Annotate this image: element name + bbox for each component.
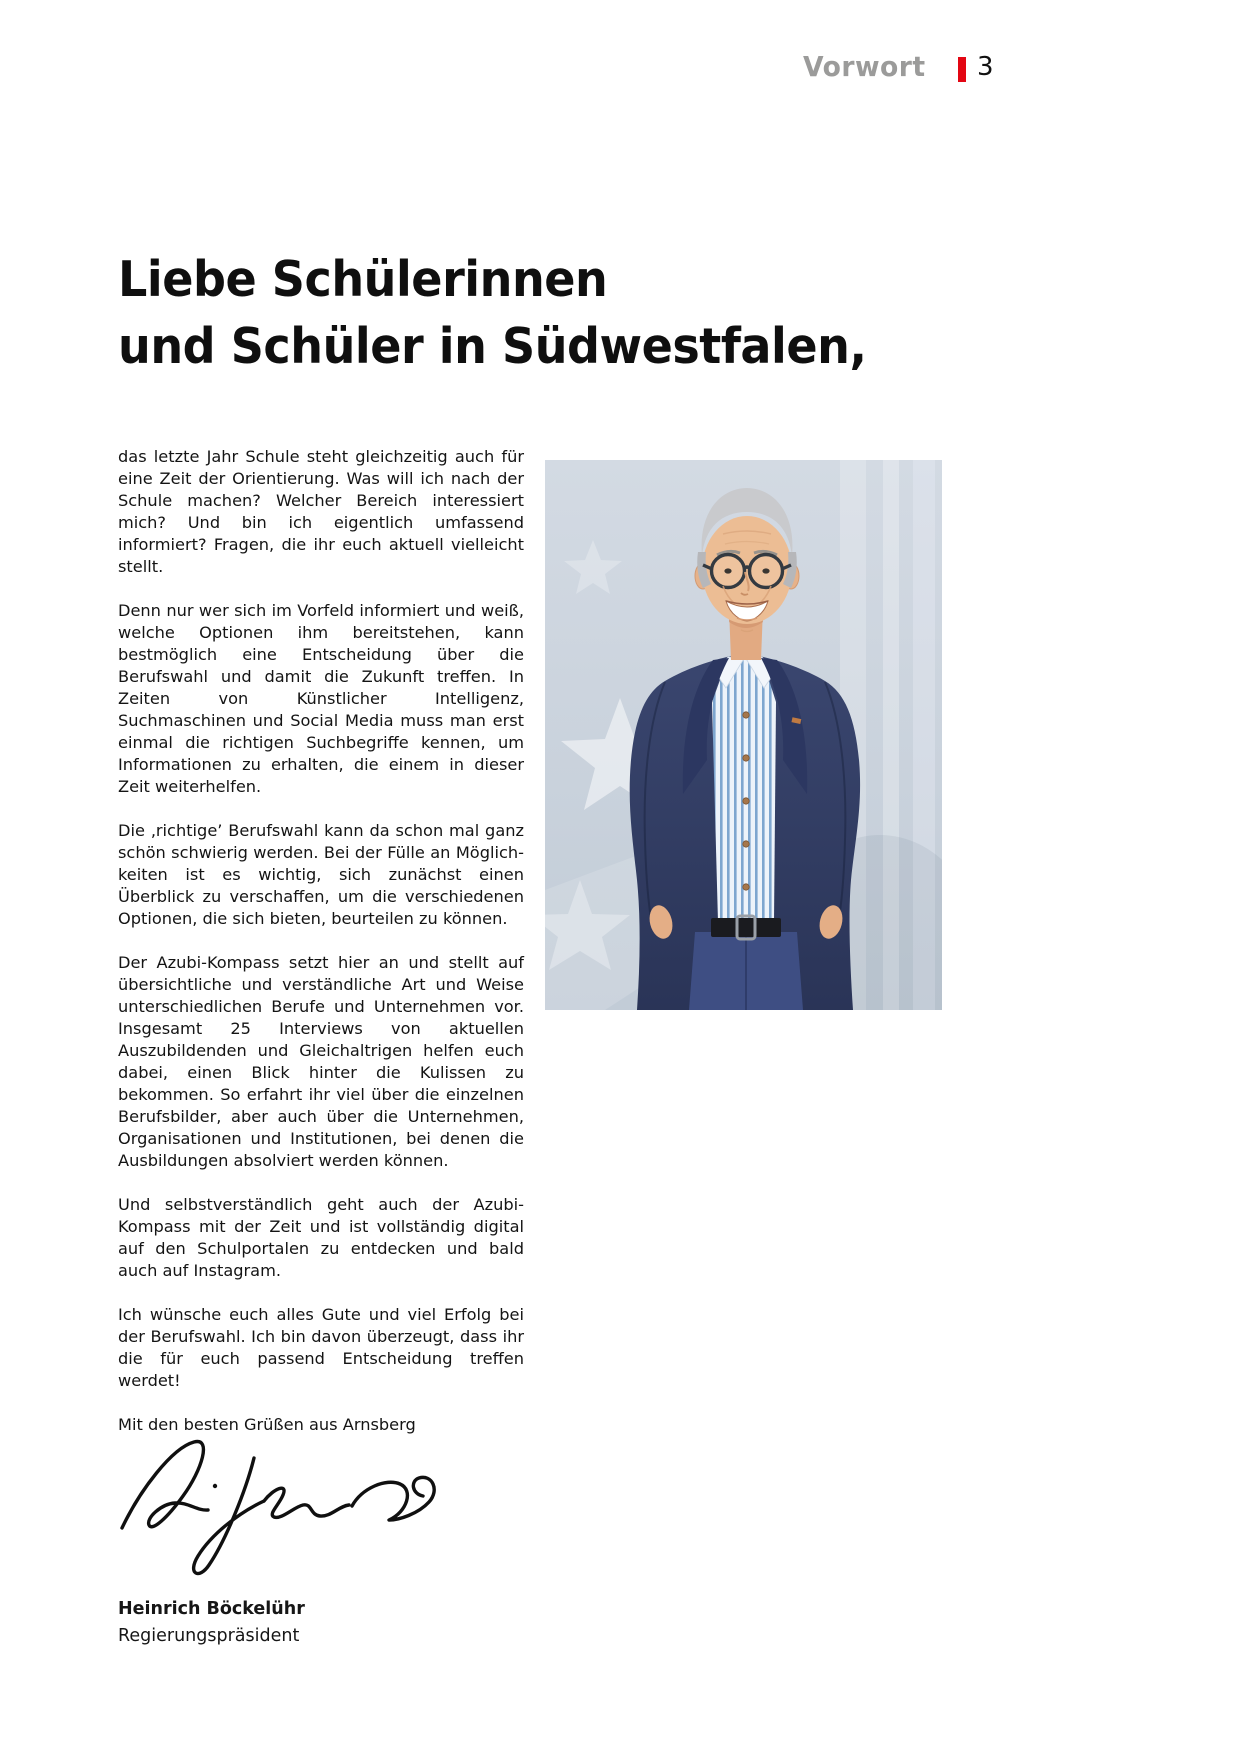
page-number-marker-bar	[958, 57, 966, 82]
body-text-column	[118, 446, 524, 1458]
eye-right	[762, 568, 769, 573]
title-line-2: und Schüler in Südwestfalen,	[118, 318, 867, 375]
section-label: Vorwort	[803, 50, 926, 83]
body-paragraph: Die ‚richtige’ Berufswahl kann da schon mal ganz schön schwierig werden. Bei der Fülle an Möglichkeiten ist es wichtig, sich zunächst einen Überblick zu verschaffen, um die verschiedenen Optionen, die sich bieten, beurteilen zu können.	[118, 821, 524, 928]
eye-left	[724, 568, 731, 573]
page-number: 3	[977, 52, 994, 82]
body-paragraph: Und selbstverständlich geht auch der Azubi-Kompass mit der Zeit und ist vollständig digital auf den Schulportalen zu entdecken und bald auch auf Instagram.	[118, 1195, 524, 1280]
body-paragraph: Mit den besten Grüßen aus Arnsberg	[118, 1415, 416, 1434]
signatory-block	[118, 1596, 305, 1650]
portrait-photo	[545, 460, 942, 1010]
title-line-1: Liebe Schülerinnen	[118, 251, 608, 308]
body-paragraph: Ich wünsche euch alles Gute und viel Erfolg bei der Berufswahl. Ich bin davon überzeugt, dass ihr die für euch passend Entscheidung treffen werdet!	[118, 1305, 524, 1390]
body-paragraph: Der Azubi-Kompass setzt hier an und stellt auf übersichtliche und verständliche Art und Weise unterschiedlichen Berufe und Unternehmen vor. Insgesamt 25 Interviews von aktuellen Auszubildenden und Gleichaltrigen helfen euch dabei, einen Blick hinter die Kulissen zu bekommen. So erfahrt ihr viel über die einzelnen Berufsbilder, aber auch über die Unternehmen, Organisationen und Institutionen, bei denen die Ausbildungen absolviert werden können.	[118, 953, 524, 1170]
signature-image	[112, 1428, 452, 1583]
body-paragraph: das letzte Jahr Schule steht gleichzeitig auch für eine Zeit der Orientierung. Was will ich nach der Schule machen? Welcher Bereich interessiert mich? Und bin ich eigentlich umfassend informiert? Fragen, die ihr euch aktuell vielleicht stellt.	[118, 447, 524, 576]
signature-svg	[112, 1428, 452, 1583]
signatory-name: Heinrich Böckelühr	[118, 1599, 305, 1619]
signatory-role: Regierungspräsident	[118, 1626, 300, 1646]
page-title	[118, 246, 866, 380]
striped-shirt	[712, 658, 776, 922]
belt	[711, 918, 781, 937]
body-paragraph: Denn nur wer sich im Vorfeld informiert und weiß, welche Optionen ihm bereitstehen, kann bestmöglich eine Entscheidung über die Berufswahl und damit die Zukunft treffen. In Zeiten von Künstlicher Intelligenz, Suchmaschinen und Social Media muss man erst einmal die richtigen Suchbegriffe kennen, um Informationen zu erhalten, die einem in dieser Zeit weiterhelfen.	[118, 601, 524, 796]
portrait-photo-svg	[545, 460, 942, 1010]
